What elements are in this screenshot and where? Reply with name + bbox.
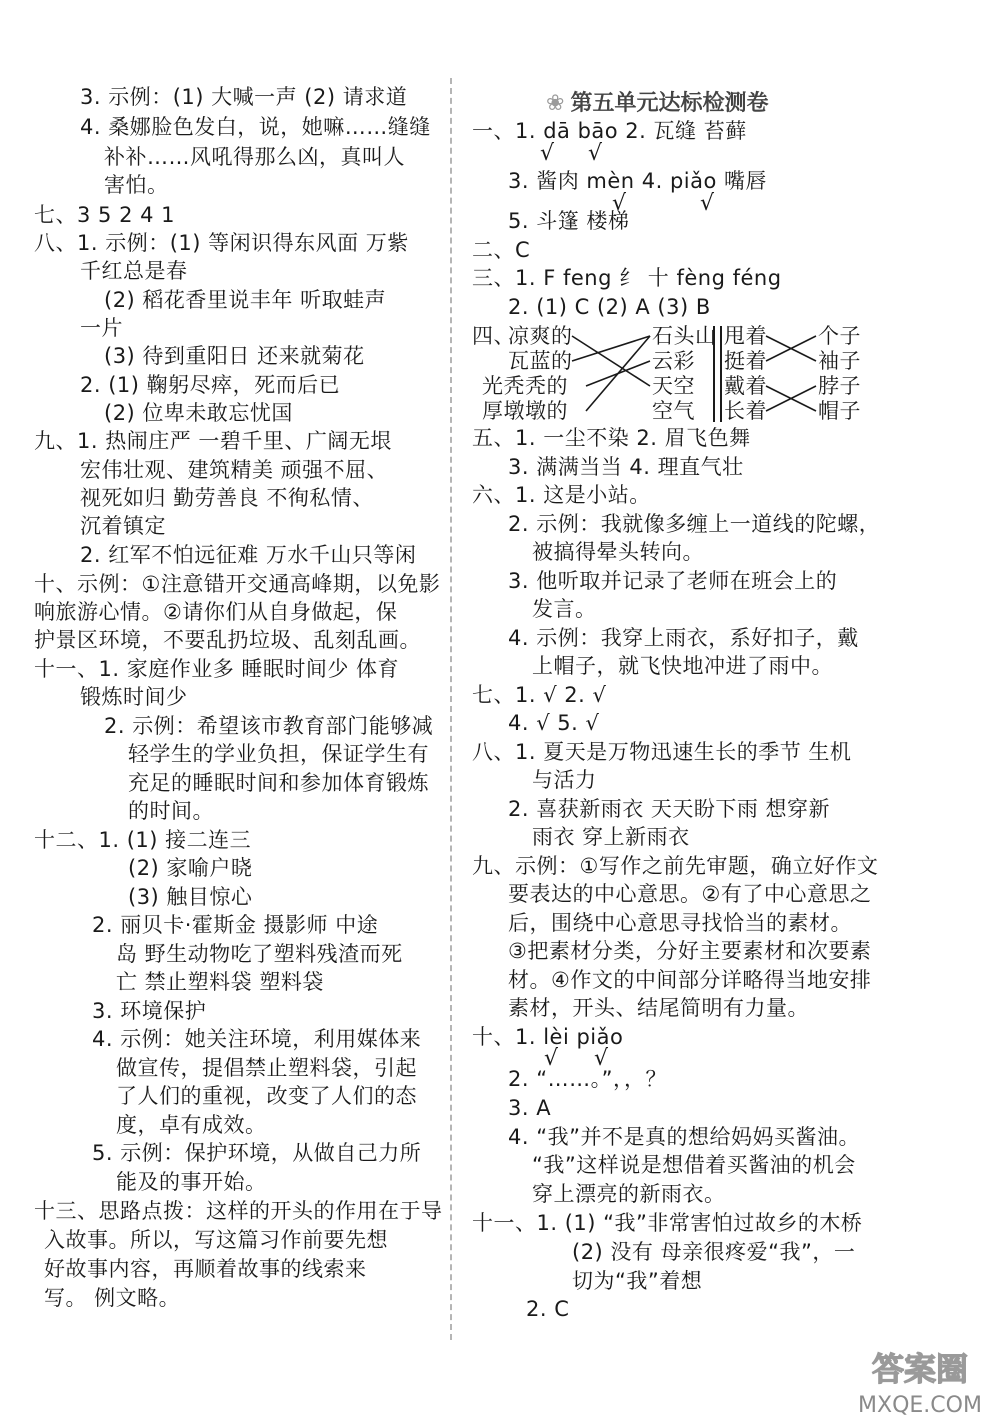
answer-line: 3. 满满当当 4. 理直气壮 xyxy=(508,455,744,479)
match-line xyxy=(572,336,650,386)
answer-line: 充足的睡眠时间和参加体育锻炼 xyxy=(128,771,429,795)
answer-line: 2. C xyxy=(526,1297,570,1321)
answer-line: 4. 桑娜脸色发白，说，她嘛……缝缝 xyxy=(80,115,431,139)
match-verb: 甩着 xyxy=(724,324,767,348)
answer-line: 素材，开头、结尾简明有力量。 xyxy=(508,996,809,1020)
answer-line: 十一、1. (1) “我”非常害怕过故乡的木桥 xyxy=(472,1211,863,1235)
answer-line: 十、示例：①注意错开交通高峰期，以免影 xyxy=(34,572,441,596)
matching-label: 四、 xyxy=(472,324,515,348)
answer-line: 度，卓有成效。 xyxy=(116,1113,267,1137)
tick-mark: √ xyxy=(700,191,715,216)
answer-line: 补补……风吼得那么凶，真叫人 xyxy=(104,145,405,169)
tick-mark: √ xyxy=(612,191,627,216)
answer-line: 了人们的重视，改变了人们的态 xyxy=(116,1084,417,1108)
answer-line: 2. 示例：我就像多缠上一道线的陀螺， xyxy=(508,512,881,536)
match-adjective: 光秃秃的 xyxy=(482,374,568,398)
answer-line: 4. 示例：我穿上雨衣，系好扣子，戴 xyxy=(508,626,859,650)
answer-line: (2) 稻花香里说丰年 听取蛙声 xyxy=(104,288,387,312)
answer-line: 2. 红军不怕远征难 万水千山只等闲 xyxy=(80,543,417,567)
match-adjective: 瓦蓝的 xyxy=(508,349,573,373)
answer-line: 要表达的中心意思。②有了中心意思之 xyxy=(508,882,872,906)
answer-line: 亡 禁止塑料袋 塑料袋 xyxy=(116,970,324,994)
answer-line: 与活力 xyxy=(532,768,597,792)
match-noun: 天空 xyxy=(652,374,695,398)
answer-line: 十一、1. 家庭作业多 睡眠时间少 体育 xyxy=(34,657,400,681)
match-verb: 戴着 xyxy=(724,374,767,398)
match-adjective: 凉爽的 xyxy=(508,324,573,348)
answer-line: 锻炼时间少 xyxy=(80,685,188,709)
answer-line: 雨衣 穿上新雨衣 xyxy=(532,825,690,849)
match-verb: 长着 xyxy=(724,399,767,423)
answer-line: 三、1. F feng 纟 十 fèng féng xyxy=(472,266,782,290)
answer-line: 八、1. 夏天是万物迅速生长的季节 生机 xyxy=(472,740,852,764)
answer-line: (3) 触目惊心 xyxy=(128,885,253,909)
answer-line: 二、C xyxy=(472,238,531,262)
answer-line: 沉着镇定 xyxy=(80,514,166,538)
match-adjective: 厚墩墩的 xyxy=(482,399,568,423)
answer-line: 后，围绕中心意思寻找恰当的素材。 xyxy=(508,911,852,935)
answer-line: 4. √ 5. √ xyxy=(508,711,600,735)
answer-line: 上帽子，就飞快地冲进了雨中。 xyxy=(532,654,833,678)
answer-line: 发言。 xyxy=(532,597,597,621)
answer-line: 3. 酱肉 mèn 4. piǎo 嘴唇 xyxy=(508,169,768,193)
answer-line: 4. 示例：她关注环境，利用媒体来 xyxy=(92,1027,422,1051)
answer-line: 视死如归 勤劳善良 不徇私情、 xyxy=(80,486,374,510)
answer-line: 好故事内容，再顺着故事的线索来 xyxy=(44,1257,367,1281)
answer-line: 响旅游心情。②请你们从自身做起，保 xyxy=(34,600,398,624)
answer-line: 九、1. 热闹庄严 一碧千里、广阔无垠 xyxy=(34,429,392,453)
match-object: 帽子 xyxy=(818,399,861,423)
tick-mark: √ xyxy=(540,141,555,166)
answer-line: 5. 斗篷 楼梯 xyxy=(508,209,630,233)
answer-line: 2. 喜获新雨衣 天天盼下雨 想穿新 xyxy=(508,797,831,821)
answer-line: 写。 例文略。 xyxy=(44,1286,181,1310)
answer-line: 的时间。 xyxy=(128,799,214,823)
answer-line: 入故事。所以，写这篇习作前要先想 xyxy=(44,1228,388,1252)
svg-text:答案圈: 答案圈 xyxy=(871,1350,969,1388)
tick-mark: √ xyxy=(594,1046,609,1071)
answer-line: 十二、1. (1) 接二连三 xyxy=(34,828,252,852)
answer-line: 2. “……。”，，？ xyxy=(508,1067,667,1091)
answer-line: 切为“我”着想 xyxy=(572,1269,703,1293)
answer-line: 材。④作文的中间部分详略得当地安排 xyxy=(508,968,872,992)
answer-line: 2. (1) 鞠躬尽瘁，死而后已 xyxy=(80,373,341,397)
answer-line: 3. 示例：(1) 大喊一声 (2) 请求道 xyxy=(80,85,408,109)
answer-line: (2) 家喻户晓 xyxy=(128,856,253,880)
answer-line: 八、1. 示例：(1) 等闲识得东风面 万紫 xyxy=(34,231,409,255)
answer-line: ③把素材分类，分好主要素材和次要素 xyxy=(508,939,872,963)
answer-line: 宏伟壮观、建筑精美 顽强不屈、 xyxy=(80,458,389,482)
answer-line: 千红总是春 xyxy=(80,259,188,283)
match-noun: 空气 xyxy=(652,399,695,423)
match-noun: 石头山 xyxy=(652,324,717,348)
match-object: 脖子 xyxy=(818,374,861,398)
answer-line: 3. 他听取并记录了老师在班会上的 xyxy=(508,569,838,593)
answer-line: 五、1. 一尘不染 2. 眉飞色舞 xyxy=(472,426,751,450)
match-noun: 云彩 xyxy=(652,349,695,373)
answer-line: 七、1. √ 2. √ xyxy=(472,683,607,707)
answer-line: 十、1. lèi piǎo xyxy=(472,1025,624,1049)
answer-line: 做宣传，提倡禁止塑料袋，引起 xyxy=(116,1056,417,1080)
svg-text:MXQE.COM: MXQE.COM xyxy=(858,1393,982,1418)
answer-line: 能及的事开始。 xyxy=(116,1170,267,1194)
answer-line: 护景区环境，不要乱扔垃圾、乱刻乱画。 xyxy=(34,628,421,652)
answer-line: 十三、思路点拨：这样的开头的作用在于导 xyxy=(34,1199,443,1223)
answer-line: 3. A xyxy=(508,1096,552,1120)
answer-line: 4. “我”并不是真的想给妈妈买酱油。 xyxy=(508,1125,860,1149)
match-object: 袖子 xyxy=(818,349,861,373)
answer-line: 害怕。 xyxy=(104,173,169,197)
answer-line: (2) 没有 母亲很疼爱“我”，一 xyxy=(572,1240,856,1264)
tick-mark: √ xyxy=(544,1046,559,1071)
answer-line: (3) 待到重阳日 还来就菊花 xyxy=(104,344,365,368)
answer-line: “我”这样说是想借着买酱油的机会 xyxy=(532,1153,856,1177)
answer-line: 九、示例：①写作之前先审题，确立好作文 xyxy=(472,854,879,878)
answer-line: 2. (1) C (2) A (3) B xyxy=(508,295,711,319)
answer-line: 被搞得晕头转向。 xyxy=(532,540,704,564)
answer-line: 七、3 5 2 4 1 xyxy=(34,203,176,227)
match-verb: 挺着 xyxy=(724,349,767,373)
answer-line: 2. 示例：希望该市教育部门能够减 xyxy=(104,714,434,738)
match-object: 个子 xyxy=(818,324,861,348)
match-line xyxy=(586,336,650,411)
answer-line: 2. 丽贝卡·霍斯金 摄影师 中途 xyxy=(92,913,379,937)
answer-line: 一、1. dā bāo 2. 瓦缝 苔藓 xyxy=(472,119,747,143)
watermark-logo xyxy=(850,1340,990,1420)
answer-line: 轻学生的学业负担，保证学生有 xyxy=(128,742,429,766)
answer-line: 岛 野生动物吃了塑料残渣而死 xyxy=(116,942,403,966)
paw-icon: ❀ xyxy=(546,91,565,116)
answer-line: 六、1. 这是小站。 xyxy=(472,483,651,507)
answer-line: 一片 xyxy=(80,316,123,340)
answer-line: 穿上漂亮的新雨衣。 xyxy=(532,1182,726,1206)
answer-line: (2) 位卑未敢忘忧国 xyxy=(104,401,293,425)
section-title-text: 第五单元达标检测卷 xyxy=(570,91,769,116)
answer-line: 5. 示例：保护环境，从做自己力所 xyxy=(92,1141,422,1165)
tick-mark: √ xyxy=(588,141,603,166)
answer-line: 3. 环境保护 xyxy=(92,999,207,1023)
